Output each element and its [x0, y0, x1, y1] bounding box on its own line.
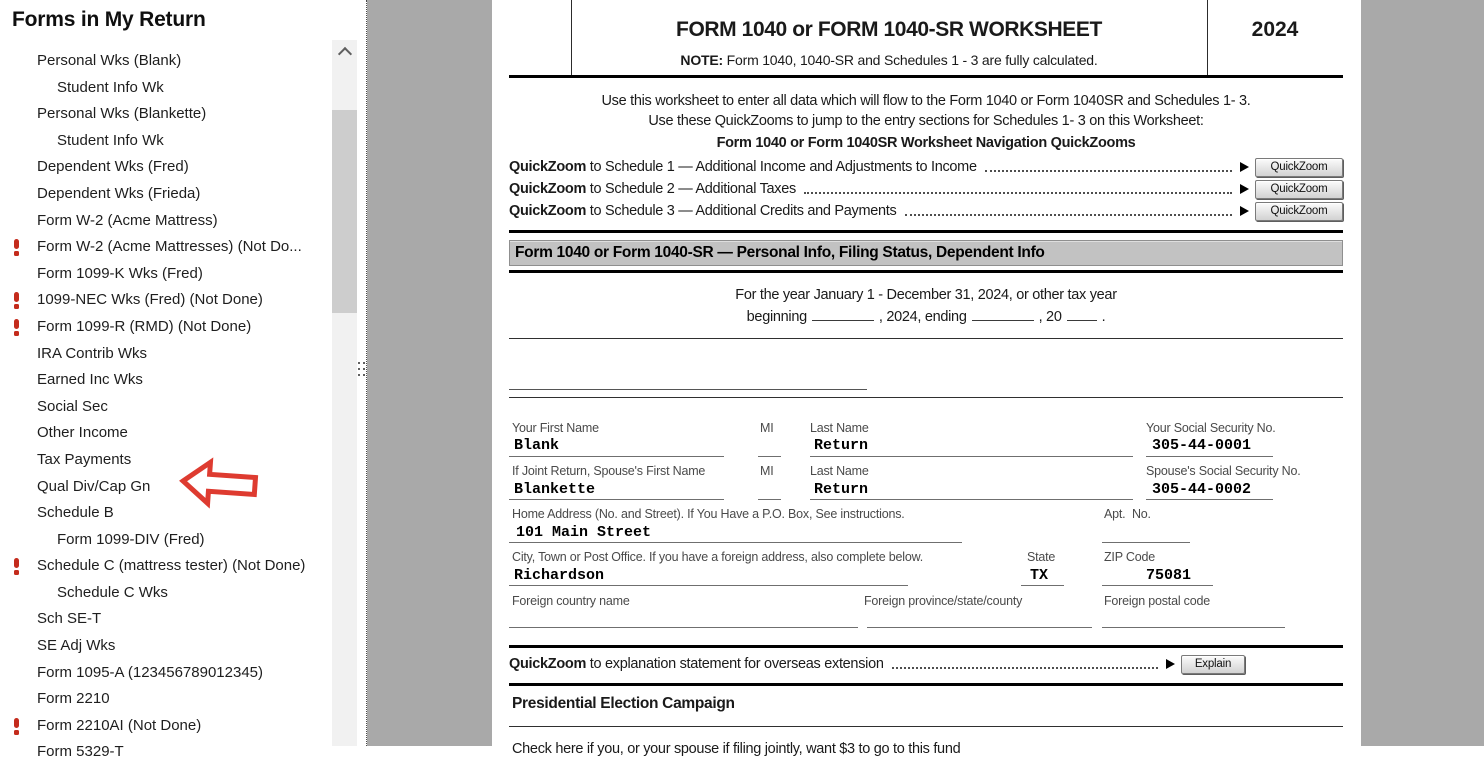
list-item[interactable]	[0, 394, 333, 421]
dotted-leader	[804, 192, 1232, 194]
note-text: Form 1040, 1040-SR and Schedules 1 - 3 are fully calculated.	[722, 52, 1098, 68]
zip-label: ZIP Code	[1104, 550, 1155, 564]
rule	[509, 230, 1343, 233]
state-label: State	[1027, 550, 1056, 564]
field-underline	[509, 542, 962, 543]
quickzoom-button[interactable]: QuickZoom	[1255, 180, 1343, 199]
list-item[interactable]	[0, 500, 333, 527]
foreign-province-label: Foreign province/state/county	[864, 594, 1023, 608]
spouse-ssn-field[interactable]: 305-44-0002	[1152, 481, 1252, 498]
rule	[509, 397, 1343, 398]
spouse-ssn-label: Spouse's Social Security No.	[1146, 464, 1301, 478]
section-header: Form 1040 or Form 1040-SR — Personal Info, Filing Status, Dependent Info	[509, 240, 1343, 266]
list-item-label: Form 5329-T	[37, 743, 124, 761]
ssn-label: Your Social Security No.	[1146, 421, 1276, 435]
pointer-icon	[1240, 162, 1249, 172]
beginning-label: beginning	[746, 309, 807, 325]
list-item[interactable]	[0, 686, 333, 713]
last-name-field[interactable]: Return	[814, 437, 869, 454]
tax-year-line-1: For the year January 1 - December 31, 2024, or other tax year	[735, 287, 1117, 303]
spouse-mi-label: MI	[760, 464, 774, 478]
year-suffix-field[interactable]	[1067, 308, 1097, 321]
sidebar-title: Forms in My Return	[12, 8, 206, 31]
quickzoom-label: QuickZoom	[509, 203, 587, 219]
presidential-campaign-header: Presidential Election Campaign	[512, 695, 735, 712]
rule	[509, 338, 1343, 339]
scroll-up-button[interactable]	[332, 49, 357, 73]
alert-icon	[13, 718, 20, 735]
list-item-label: Form 1099-DIV (Fred)	[57, 530, 205, 548]
foreign-postal-label: Foreign postal code	[1104, 594, 1210, 608]
quickzoom-row	[509, 178, 1343, 200]
list-item[interactable]	[0, 739, 333, 766]
list-item-label: Qual Div/Cap Gn	[37, 477, 151, 495]
foreign-country-label: Foreign country name	[512, 594, 630, 608]
city-field[interactable]: Richardson	[514, 567, 605, 584]
year-20-label: , 20	[1038, 309, 1062, 325]
list-item[interactable]	[0, 314, 333, 341]
apt-no-label: Apt. No.	[1104, 507, 1151, 521]
list-item-label: Form W-2 (Acme Mattresses) (Not Do...	[37, 238, 302, 256]
list-item[interactable]	[0, 181, 333, 208]
foreign-country-field[interactable]	[509, 627, 858, 628]
quickzoom-row	[509, 156, 1343, 178]
pane-splitter[interactable]	[357, 0, 367, 746]
list-item-label: Social Sec	[37, 397, 108, 415]
list-item[interactable]	[0, 447, 333, 474]
field-underline	[810, 456, 1133, 457]
first-name-field[interactable]: Blank	[514, 437, 560, 454]
explain-quickzoom-row	[509, 653, 1245, 675]
list-item[interactable]	[0, 580, 333, 607]
list-item-label: Form 1099-R (RMD) (Not Done)	[37, 317, 252, 335]
pointer-icon	[1166, 659, 1175, 669]
list-item-label: Dependent Wks (Fred)	[37, 158, 189, 176]
list-item[interactable]	[0, 234, 333, 261]
list-item-label: Form 1099-K Wks (Fred)	[37, 264, 203, 282]
list-item-label: Form 1095-A (123456789012345)	[37, 663, 263, 681]
field-underline	[1102, 585, 1213, 586]
list-item-label: Student Info Wk	[57, 131, 164, 149]
alert-icon	[13, 292, 20, 309]
list-item-label: Earned Inc Wks	[37, 371, 143, 389]
sidebar	[0, 0, 333, 761]
list-item[interactable]	[0, 553, 333, 580]
document-area	[367, 0, 1484, 757]
dotted-leader	[892, 667, 1158, 669]
form-page	[492, 0, 1361, 757]
alert-icon	[13, 239, 20, 256]
quickzoom-button[interactable]: QuickZoom	[1255, 158, 1343, 177]
field-underline	[509, 585, 908, 586]
dotted-leader	[905, 214, 1233, 216]
list-item[interactable]	[0, 261, 333, 288]
field-underline	[1021, 585, 1064, 586]
list-item[interactable]	[0, 208, 333, 235]
quickzoom-row	[509, 200, 1343, 222]
blank-entry-field[interactable]	[509, 389, 867, 390]
rule	[509, 270, 1343, 273]
beginning-date-field[interactable]	[812, 308, 874, 321]
rule	[509, 645, 1343, 648]
field-underline	[509, 499, 724, 500]
note-label: NOTE:	[680, 52, 723, 68]
list-item-label: Schedule B	[37, 504, 114, 522]
field-underline	[1146, 456, 1273, 457]
list-item-label: Schedule C (mattress tester) (Not Done)	[37, 557, 306, 575]
list-item-label: Other Income	[37, 424, 128, 442]
quickzoom-label: QuickZoom	[509, 656, 587, 672]
form-title: FORM 1040 or FORM 1040-SR WORKSHEET	[676, 18, 1102, 41]
list-item[interactable]	[0, 75, 333, 102]
field-underline	[1146, 499, 1273, 500]
list-item-label: Dependent Wks (Frieda)	[37, 184, 201, 202]
period: .	[1101, 309, 1106, 325]
ssn-field[interactable]: 305-44-0001	[1152, 437, 1252, 454]
intro-line-2: Use these QuickZooms to jump to the entry sections for Schedules 1- 3 on this Worksheet:	[648, 113, 1204, 129]
list-item-label: Sch SE-T	[37, 610, 102, 628]
list-item[interactable]	[0, 660, 333, 687]
spouse-last-name-label: Last Name	[810, 464, 869, 478]
field-underline	[810, 499, 1133, 500]
list-item[interactable]	[0, 101, 333, 128]
spouse-first-name-field[interactable]: Blankette	[514, 481, 596, 498]
list-item-label: Schedule C Wks	[57, 583, 168, 601]
list-item-label: Personal Wks (Blank)	[37, 52, 182, 69]
quickzoom-text: to Schedule 3 — Additional Credits and Payments	[586, 203, 897, 219]
spouse-last-name-field[interactable]: Return	[814, 481, 869, 498]
list-item[interactable]	[0, 713, 333, 740]
explain-button[interactable]: Explain	[1181, 655, 1245, 674]
field-underline	[758, 499, 781, 500]
form-note	[571, 52, 1207, 68]
list-item[interactable]	[0, 633, 333, 660]
last-name-label: Last Name	[810, 421, 869, 435]
foreign-postal-field[interactable]	[1102, 627, 1285, 628]
ending-label: , 2024, ending	[878, 309, 967, 325]
list-item-label: 1099-NEC Wks (Fred) (Not Done)	[37, 291, 263, 309]
field-underline	[1102, 542, 1190, 543]
zip-field[interactable]: 75081	[1146, 567, 1192, 584]
list-item-label: Tax Payments	[37, 450, 132, 468]
grip-icon	[358, 362, 365, 376]
list-item[interactable]	[0, 474, 333, 501]
list-item[interactable]	[0, 606, 333, 633]
foreign-province-field[interactable]	[867, 627, 1092, 628]
pointer-icon	[1240, 206, 1249, 216]
first-name-label: Your First Name	[512, 421, 599, 435]
list-item-label: Student Info Wk	[57, 78, 164, 96]
list-item-label: Form 2210	[37, 690, 110, 708]
list-item-label: Personal Wks (Blankette)	[37, 105, 207, 123]
nav-title: Form 1040 or Form 1040SR Worksheet Navigation QuickZooms	[716, 135, 1136, 151]
list-item[interactable]	[0, 287, 333, 314]
spouse-first-name-label: If Joint Return, Spouse's First Name	[512, 464, 706, 478]
alert-icon	[13, 319, 20, 336]
rule	[509, 726, 1343, 727]
home-address-label: Home Address (No. and Street). If You Have a P.O. Box, See instructions.	[512, 507, 905, 521]
quickzoom-text: to Schedule 1 — Additional Income and Adjustments to Income	[586, 159, 977, 175]
ending-date-field[interactable]	[972, 308, 1034, 321]
list-item-label: IRA Contrib Wks	[37, 344, 148, 362]
quickzoom-text: to Schedule 2 — Additional Taxes	[586, 181, 796, 197]
field-underline	[758, 456, 781, 457]
list-item[interactable]	[0, 341, 333, 368]
list-item-label: Form 2210AI (Not Done)	[37, 716, 202, 734]
quickzoom-label: QuickZoom	[509, 181, 587, 197]
field-underline	[509, 456, 724, 457]
list-item[interactable]	[0, 527, 333, 554]
pointer-icon	[1240, 184, 1249, 194]
list-item-label: SE Adj Wks	[37, 637, 116, 655]
tax-year-line-2	[509, 308, 1343, 325]
form-year: 2024	[1251, 18, 1299, 41]
quickzoom-label: QuickZoom	[509, 159, 587, 175]
list-item[interactable]	[0, 48, 333, 75]
city-label: City, Town or Post Office. If you have a foreign address, also complete below.	[512, 550, 924, 564]
presidential-campaign-partial-text: Check here if you, or your spouse if filing jointly, want $3 to go to this fund	[512, 741, 961, 757]
alert-icon	[13, 558, 20, 575]
rule	[509, 683, 1343, 686]
quickzoom-button[interactable]: QuickZoom	[1255, 202, 1343, 221]
mi-label: MI	[760, 421, 774, 435]
list-item[interactable]	[0, 420, 333, 447]
dotted-leader	[985, 170, 1232, 172]
chevron-up-icon	[337, 47, 351, 61]
forms-list	[0, 48, 333, 766]
list-item[interactable]	[0, 154, 333, 181]
explain-text: to explanation statement for overseas extension	[586, 656, 884, 672]
arrow-annotation-icon	[178, 457, 259, 509]
intro-line-1: Use this worksheet to enter all data which will flow to the Form 1040 or Form 1040SR and Schedules 1- 3.	[601, 93, 1251, 109]
state-field[interactable]: TX	[1030, 567, 1049, 584]
sidebar-scrollbar[interactable]	[332, 40, 357, 746]
scrollbar-thumb[interactable]	[332, 110, 357, 313]
home-address-field[interactable]: 101 Main Street	[516, 524, 652, 541]
quickzoom-nav	[509, 156, 1343, 222]
rule	[509, 75, 1343, 78]
list-item[interactable]	[0, 128, 333, 155]
list-item[interactable]	[0, 367, 333, 394]
list-item-label: Form W-2 (Acme Mattress)	[37, 211, 218, 229]
